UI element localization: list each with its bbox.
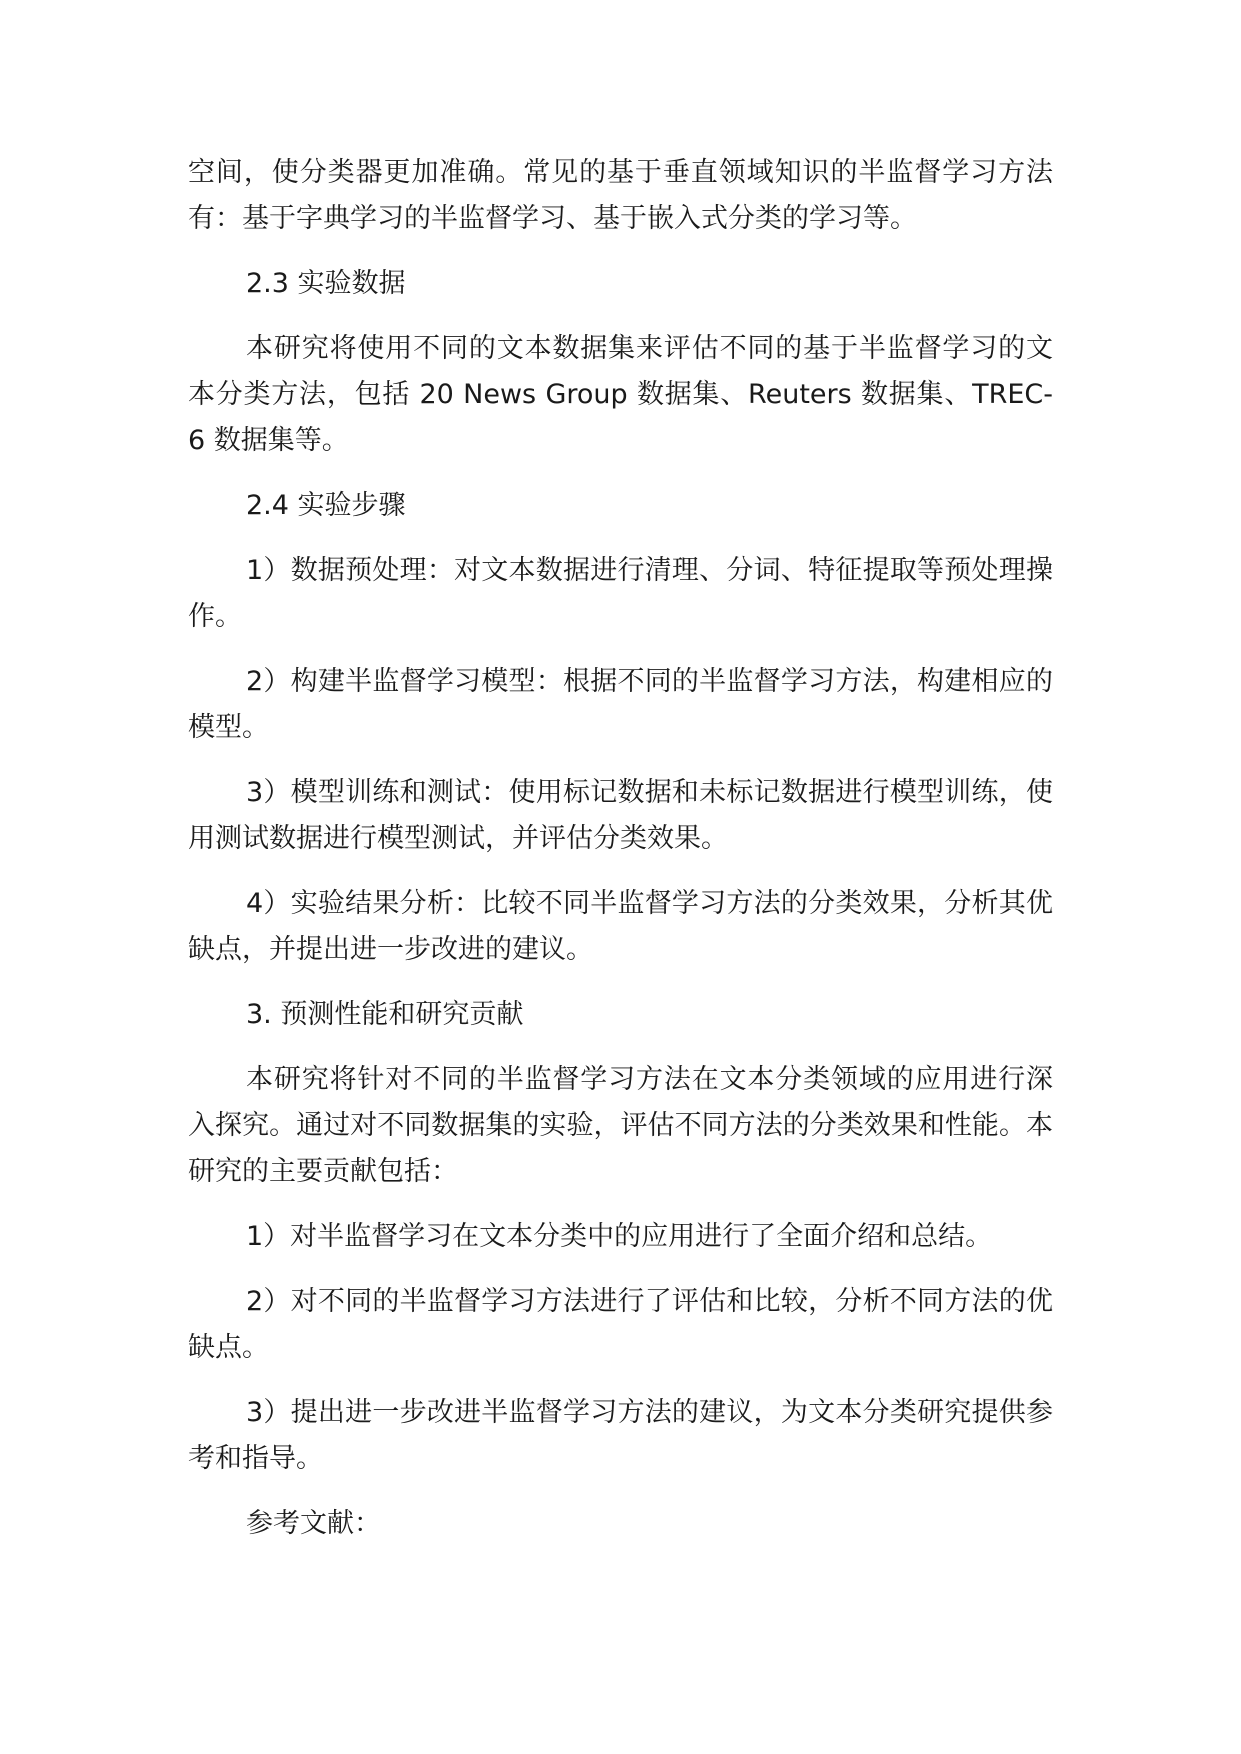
section-heading-references: 参考文献： <box>246 1508 381 1539</box>
list-item-contribution-1: 1）对半监督学习在文本分类中的应用进行了全面介绍和总结。 <box>246 1221 993 1252</box>
paragraph-continuation: 空间，使分类器更加准确。常见的基于垂直领域知识的半监督学习方法有：基于字典学习的半监督学习、基于嵌入式分类的学习等。 <box>188 157 1053 234</box>
section-heading-2-3: 2.3 实验数据 <box>246 268 406 299</box>
paragraph-experiment-data: 本研究将使用不同的文本数据集来评估不同的基于半监督学习的文本分类方法，包括 20 News Group 数据集、Reuters 数据集、TREC-6 数据集等。 <box>188 333 1053 456</box>
list-item-step-1: 1）数据预处理：对文本数据进行清理、分词、特征提取等预处理操作。 <box>188 555 1053 632</box>
section-heading-2-4: 2.4 实验步骤 <box>246 490 406 521</box>
paragraph-contribution-intro: 本研究将针对不同的半监督学习方法在文本分类领域的应用进行深入探究。通过对不同数据集的实验，评估不同方法的分类效果和性能。本研究的主要贡献包括： <box>188 1064 1053 1187</box>
section-heading-3: 3. 预测性能和研究贡献 <box>246 999 524 1030</box>
list-item-contribution-3: 3）提出进一步改进半监督学习方法的建议，为文本分类研究提供参考和指导。 <box>188 1397 1053 1474</box>
list-item-step-4: 4）实验结果分析：比较不同半监督学习方法的分类效果，分析其优缺点，并提出进一步改进的建议。 <box>188 888 1053 965</box>
list-item-step-2: 2）构建半监督学习模型：根据不同的半监督学习方法，构建相应的模型。 <box>188 666 1053 743</box>
list-item-step-3: 3）模型训练和测试：使用标记数据和未标记数据进行模型训练，使用测试数据进行模型测试，并评估分类效果。 <box>188 777 1053 854</box>
list-item-contribution-2: 2）对不同的半监督学习方法进行了评估和比较，分析不同方法的优缺点。 <box>188 1286 1053 1363</box>
document-body <box>188 150 1053 1566</box>
